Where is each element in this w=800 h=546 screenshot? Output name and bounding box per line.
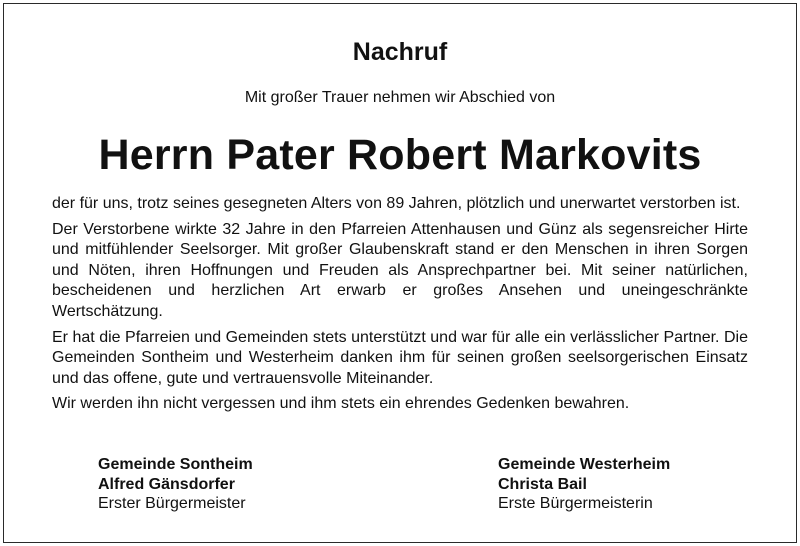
signatory-role: Erster Bürgermeister [98, 495, 246, 512]
deceased-name: Herrn Pater Robert Markovits [98, 131, 702, 179]
notice-body [52, 194, 748, 420]
paragraph: Er hat die Pfarreien und Gemeinden stets unterstützt und war für alle ein verlässlicher Partner. Die Gemeinden Sontheim und Westerheim danken ihm für seinen großen seelsorgerischen Einsatz und das offene, gute und vertrauensvolle Miteinander. [52, 328, 748, 387]
signatory-name: Alfred Gänsdorfer [98, 475, 235, 493]
municipality-name: Gemeinde Sontheim [98, 456, 253, 473]
signatory-name: Christa Bail [498, 475, 587, 493]
notice-intro: Mit großer Trauer nehmen wir Abschied von [244, 89, 556, 106]
municipality-name: Gemeinde Westerheim [498, 456, 671, 473]
signature-block-sontheim [98, 455, 253, 514]
signatory-role: Erste Bürgermeisterin [498, 495, 653, 512]
paragraph: Der Verstorbene wirkte 32 Jahre in den Pfarreien Attenhausen und Günz als segensreicher Hirte und mitfühlender Seelsorger. Mit großer Glaubenskraft stand er den Menschen in ihren Sorgen und Nöten, ihren Hoffnungen und Freuden als Ansprechpartner bei. Mit seiner natürlichen, bescheidenen und herzlichen Art erwarb er großes Ansehen und uneingeschränkte Wertschätzung. [52, 220, 748, 320]
notice-title: Nachruf [352, 38, 448, 66]
paragraph: der für uns, trotz seines gesegneten Alters von 89 Jahren, plötzlich und unerwartet verstorben ist. [52, 195, 741, 212]
paragraph: Wir werden ihn nicht vergessen und ihm stets ein ehrendes Gedenken bewahren. [52, 395, 630, 413]
signature-block-westerheim [498, 455, 670, 514]
